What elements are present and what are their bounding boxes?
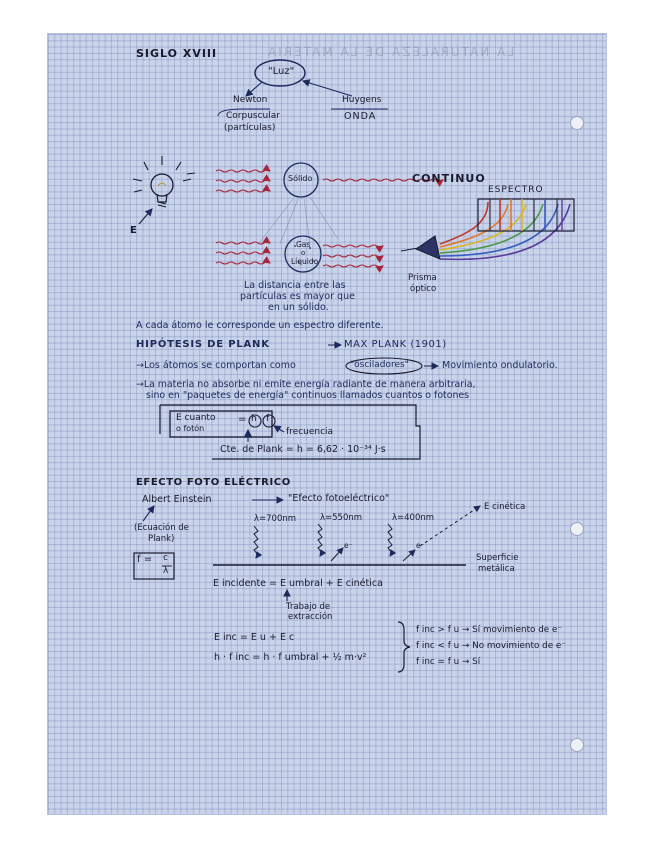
continuo-label: CONTINUO xyxy=(412,172,486,185)
energy-balance: E incidente = E umbral + E cinética xyxy=(213,578,383,589)
distance-note-3: en un sólido. xyxy=(268,302,329,313)
condition-greater: f inc > f u → Sí movimiento de e⁻ xyxy=(416,625,563,635)
notebook-page xyxy=(48,34,606,814)
gas-o-label: o xyxy=(301,249,306,257)
formula-f: f = xyxy=(137,554,153,565)
ecuacion-label: (Ecuación de xyxy=(134,523,189,533)
gas-label: Gas xyxy=(296,240,311,249)
osciladores-label: "osciladores" xyxy=(350,360,409,370)
atom-note: A cada átomo le corresponde un espectro diferente. xyxy=(136,320,384,331)
formula-c: c xyxy=(163,553,168,563)
newton-label: Newton xyxy=(233,95,268,105)
photoelectric-heading: EFECTO FOTO ELÉCTRICO xyxy=(136,477,291,488)
planck-constant: Cte. de Plank = h = 6,62 · 10⁻³⁴ J·s xyxy=(220,444,386,455)
f-symbol: f xyxy=(266,414,270,424)
einstein-label: Albert Einstein xyxy=(142,494,212,505)
h-symbol: h xyxy=(251,414,257,424)
o-foton-label: o fotón xyxy=(176,424,205,433)
planck-hypothesis-heading: HIPÓTESIS DE PLANK xyxy=(136,339,270,350)
e-cuanto-label: E cuanto xyxy=(176,413,216,423)
prism-drawing xyxy=(401,236,440,259)
bleed-through-text: LA NATURALEZA DE LA MATERIA xyxy=(266,45,515,59)
efecto-fotoelectrico-label: "Efecto fotoeléctrico" xyxy=(288,493,390,504)
equals-sign: = xyxy=(238,414,247,425)
condition-equal: f inc = f u → Sí xyxy=(416,657,481,667)
luz-label: "Luz" xyxy=(268,66,295,77)
lambda-550: λ=550nm xyxy=(320,513,363,523)
e-cinetica-label: E cinética xyxy=(484,502,526,512)
onda-label: ONDA xyxy=(344,111,377,122)
electron-label-1: e⁻ xyxy=(344,541,353,550)
max-planck-label: MAX PLANK (1901) xyxy=(344,339,447,350)
ondulatorio-label: Movimiento ondulatorio. xyxy=(442,360,558,371)
particulas-label: (partículas) xyxy=(224,123,276,133)
superficie-label: Superficie xyxy=(476,553,519,563)
optico-label: óptico xyxy=(410,284,437,294)
light-bulb-drawing xyxy=(133,156,195,224)
century-heading: SIGLO XVIII xyxy=(136,47,218,60)
solido-label: Sólido xyxy=(288,174,313,183)
metalica-label: metálica xyxy=(478,564,515,574)
liquido-label: Líquido xyxy=(291,257,319,266)
oscillator-note: →Los átomos se comportan como xyxy=(136,360,296,371)
trabajo-label: Trabajo de xyxy=(286,602,331,612)
electron-label-2: e⁻ xyxy=(416,541,425,550)
matter-note-1: →La materia no absorbe ni emite energía radiante de manera arbitraria, xyxy=(136,379,476,390)
espectro-label: ESPECTRO xyxy=(488,185,544,195)
corpuscular-label: Corpuscular xyxy=(226,111,280,121)
energy-label: E xyxy=(130,225,137,236)
plank-label: Plank) xyxy=(148,534,175,544)
distance-note-1: La distancia entre las xyxy=(244,280,346,291)
sketch-layer xyxy=(48,34,606,814)
lambda-400: λ=400nm xyxy=(392,513,435,523)
matter-note-2: sino en "paquetes de energía" continuos llamados cuantos o fotones xyxy=(146,390,470,401)
lambda-700: λ=700nm xyxy=(254,514,297,524)
frecuencia-label: frecuencia xyxy=(286,427,334,437)
distance-note-2: partículas es mayor que xyxy=(240,291,355,302)
huygens-label: Huygens xyxy=(342,95,382,105)
prisma-label: Prisma xyxy=(408,273,437,283)
planck-energy-equation: h · f inc = h · f umbral + ½ m·v² xyxy=(214,652,367,663)
extraccion-label: extracción xyxy=(288,612,333,622)
condition-less: f inc < f u → No movimiento de e⁻ xyxy=(416,641,566,651)
energy-equation: E inc = E u + E c xyxy=(214,632,295,643)
formula-lambda: λ xyxy=(163,566,169,576)
